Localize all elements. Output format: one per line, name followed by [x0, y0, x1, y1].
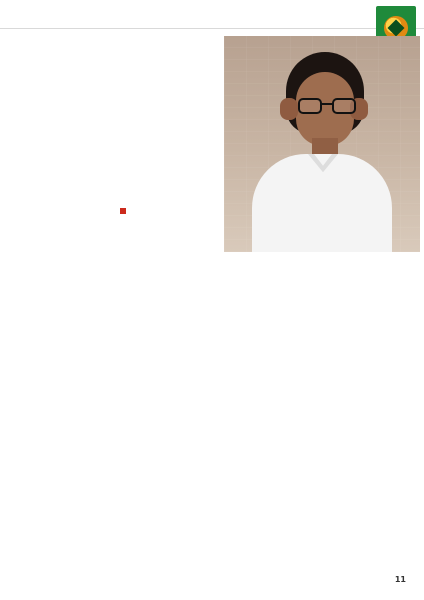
byline [120, 208, 130, 214]
article-column-left [54, 246, 204, 586]
header-rule [0, 28, 424, 29]
page-number: 11 [394, 575, 406, 584]
article-photo [224, 36, 420, 252]
glasses-bridge [320, 103, 332, 105]
glasses-icon [298, 98, 322, 114]
left-hand [280, 98, 298, 120]
glasses-icon [332, 98, 356, 114]
article-column-right [224, 246, 384, 586]
byline-marker-icon [120, 208, 126, 214]
page-footer [389, 575, 406, 584]
